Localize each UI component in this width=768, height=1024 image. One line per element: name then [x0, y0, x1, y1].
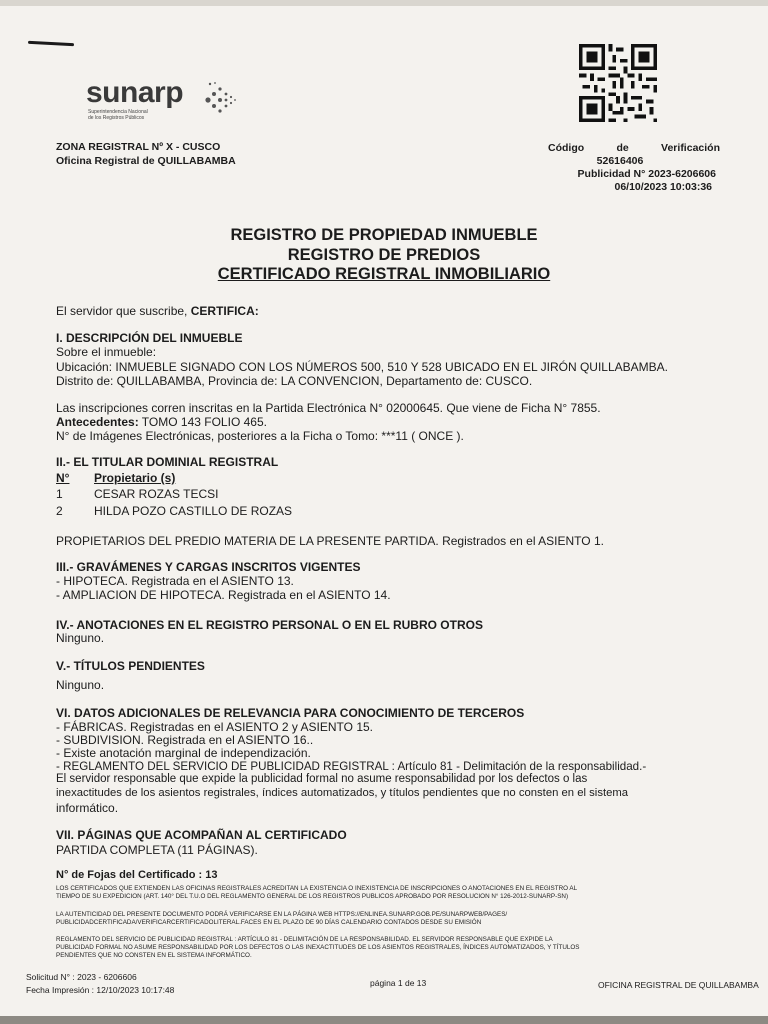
title-registro-predios: REGISTRO DE PREDIOS: [287, 246, 481, 264]
legal-note-3b: PUBLICIDAD FORMAL NO ASUME RESPONSABILIDAD POR LOS DEFECTOS O LAS INEXACTITUDES DE LOS ASIENTOS REGISTRALES, ÍNDICES AUTOMATIZADOS, Y TÍTULOS: [56, 944, 580, 951]
codigo-label-2: de: [616, 142, 629, 154]
pen-mark: [28, 41, 74, 46]
legal-note-1b: TIEMPO DE SU EXPEDICION (ART. 140° DEL T.U.O DEL REGLAMENTO GENERAL DE LOS REGISTROS PUBLICOS APROBADO POR RESOLUCION N° 126-2012-SUNARP-SN): [56, 893, 569, 900]
scan-edge-bottom: [0, 1016, 768, 1024]
section-4-heading: IV.- ANOTACIONES EN EL REGISTRO PERSONAL O EN EL RUBRO OTROS: [56, 618, 483, 632]
verification-code: 52616406: [596, 155, 644, 167]
oficina-registral: Oficina Registral de QUILLABAMBA: [56, 155, 236, 167]
antecedentes-value: TOMO 143 FOLIO 465.: [138, 415, 267, 429]
verification-block: [548, 142, 720, 194]
s1-ubicacion: Ubicación: INMUEBLE SIGNADO CON LOS NÚMEROS 500, 510 Y 528 UBICADO EN EL JIRÓN QUILLABAMBA.: [56, 360, 668, 374]
legal-note-3c: PENDIENTES QUE NO CONSTEN EN EL SISTEMA INFORMÁTICO.: [56, 952, 252, 959]
legal-note-2a: LA AUTENTICIDAD DEL PRESENTE DOCUMENTO PODRÁ VERIFICARSE EN LA PÁGINA WEB HTTPS://ENLINEA.SUNARP.GOB.PE/SUNARPWEB/PAGES/: [56, 911, 508, 918]
qr-code-icon: [578, 44, 658, 122]
intro-certifica: CERTIFICA:: [190, 304, 259, 318]
owners-col-propietario: Propietario (s): [94, 471, 176, 485]
s1-partida: Las inscripciones corren inscritas en la Partida Electrónica N° 02000645. Que viene de Ficha N° 7855.: [56, 401, 601, 415]
zona-registral: ZONA REGISTRAL Nº X - CUSCO: [56, 141, 221, 153]
s1-antecedentes: [56, 415, 267, 429]
codigo-label-3: Verificación: [661, 142, 720, 154]
codigo-label-1: Código: [548, 142, 585, 154]
s1-line-1: Sobre el inmueble:: [56, 345, 157, 359]
owner-row-1-name: CESAR ROZAS TECSI: [94, 487, 219, 501]
logo-subtitle-line1: Superintendencia Nacional: [88, 109, 148, 115]
registry-office-header: [56, 140, 236, 168]
logo-subtitle-line2: de los Registros Públicos: [88, 115, 145, 121]
owner-row-2-n: 2: [56, 504, 63, 518]
s7-partida-completa: PARTIDA COMPLETA (11 PÁGINAS).: [56, 843, 258, 857]
legal-note-3a: REGLAMENTO DEL SERVICIO DE PUBLICIDAD REGISTRAL : ARTÍCULO 81 - DELIMITACIÓN DE LA RESPONSABILIDAD. EL SERVIDOR RESPONSABLE QUE EXPIDE LA: [56, 936, 553, 943]
footer-solicitud: Solicitud N° : 2023 - 6206606: [26, 972, 137, 982]
s6-reglamento: - REGLAMENTO DEL SERVICIO DE PUBLICIDAD REGISTRAL : Artículo 81 - Delimitación de la responsabilidad.-: [56, 760, 647, 773]
title-registro-propiedad: REGISTRO DE PROPIEDAD INMUEBLE: [230, 226, 538, 244]
s1-imagenes: N° de Imágenes Electrónicas, posteriores a la Ficha o Tomo: ***11 ( ONCE ).: [56, 429, 464, 443]
logo-dots-icon: [202, 80, 242, 120]
section-3-heading: III.- GRAVÁMENES Y CARGAS INSCRITOS VIGENTES: [56, 560, 361, 574]
s6-fabricas: - FÁBRICAS. Registradas en el ASIENTO 2 y ASIENTO 15.: [56, 720, 374, 734]
legal-note-2b: PUBLICIDADCERTIFICADA/VERIFICARCERTIFICADOLITERAL.FACES EN EL PLAZO DE 90 DÍAS CALENDARIO CONTADOS DESDE SU EMISIÓN: [56, 919, 482, 926]
sunarp-logo: [86, 76, 246, 126]
s3-hipoteca: - HIPOTECA. Registrada en el ASIENTO 13.: [56, 574, 294, 588]
logo-subtitle: [88, 109, 198, 121]
s3-ampliacion: - AMPLIACION DE HIPOTECA. Registrada en el ASIENTO 14.: [56, 588, 391, 602]
s1-distrito: Distrito de: QUILLABAMBA, Provincia de: LA CONVENCION, Departamento de: CUSCO.: [56, 374, 533, 388]
intro-line: [56, 304, 259, 318]
footer-page-number: página 1 de 13: [370, 978, 427, 988]
legal-note-1a: LOS CERTIFICADOS QUE EXTIENDEN LAS OFICINAS REGISTRALES ACREDITAN LA EXISTENCIA O INEXISTENCIA DE INSCRIPCIONES O ANOTACIONES EN EL REGISTRO AL: [56, 885, 578, 892]
section-2-heading: II.- EL TITULAR DOMINIAL REGISTRAL: [56, 455, 279, 469]
issue-datetime: 06/10/2023 10:03:36: [614, 181, 712, 193]
s6-subdivision: - SUBDIVISION. Registrada en el ASIENTO 16..: [56, 733, 314, 747]
s6-responsabilidad-1: El servidor responsable que expide la publicidad formal no asume responsabilidad por los defectos o las: [56, 773, 588, 785]
owners-note: PROPIETARIOS DEL PREDIO MATERIA DE LA PRESENTE PARTIDA. Registrados en el ASIENTO 1.: [56, 534, 604, 548]
owners-col-n: N°: [56, 471, 70, 485]
publicidad-number: Publicidad N° 2023-6206606: [577, 168, 716, 180]
section-1-heading: I. DESCRIPCIÓN DEL INMUEBLE: [56, 331, 243, 345]
s5-ninguno: Ninguno.: [56, 678, 105, 692]
s6-responsabilidad-3: informático.: [56, 801, 119, 815]
antecedentes-label: Antecedentes:: [56, 415, 139, 429]
footer-fecha-impresion: Fecha Impresión : 12/10/2023 10:17:48: [26, 985, 175, 995]
logo-word: sunarp: [86, 76, 184, 109]
section-6-heading: VI. DATOS ADICIONALES DE RELEVANCIA PARA CONOCIMIENTO DE TERCEROS: [56, 706, 525, 720]
owner-row-1-n: 1: [56, 487, 63, 501]
s4-ninguno: Ninguno.: [56, 631, 105, 645]
owner-row-2-name: HILDA POZO CASTILLO DE ROZAS: [94, 504, 293, 518]
fojas-count: N° de Fojas del Certificado : 13: [56, 869, 218, 881]
title-certificado: CERTIFICADO REGISTRAL INMOBILIARIO: [217, 265, 551, 283]
intro-text: El servidor que suscribe,: [56, 304, 191, 318]
section-5-heading: V.- TÍTULOS PENDIENTES: [56, 659, 205, 673]
section-7-heading: VII. PÁGINAS QUE ACOMPAÑAN AL CERTIFICADO: [56, 828, 347, 842]
s6-responsabilidad-2: inexactitudes de los asientos registrales, índices automatizados, y títulos pendientes que no consten en el sistema: [56, 787, 629, 799]
scan-edge-top: [0, 0, 768, 6]
s6-anotacion: - Existe anotación marginal de independización.: [56, 746, 311, 760]
footer-oficina: OFICINA REGISTRAL DE QUILLABAMBA: [598, 980, 759, 990]
